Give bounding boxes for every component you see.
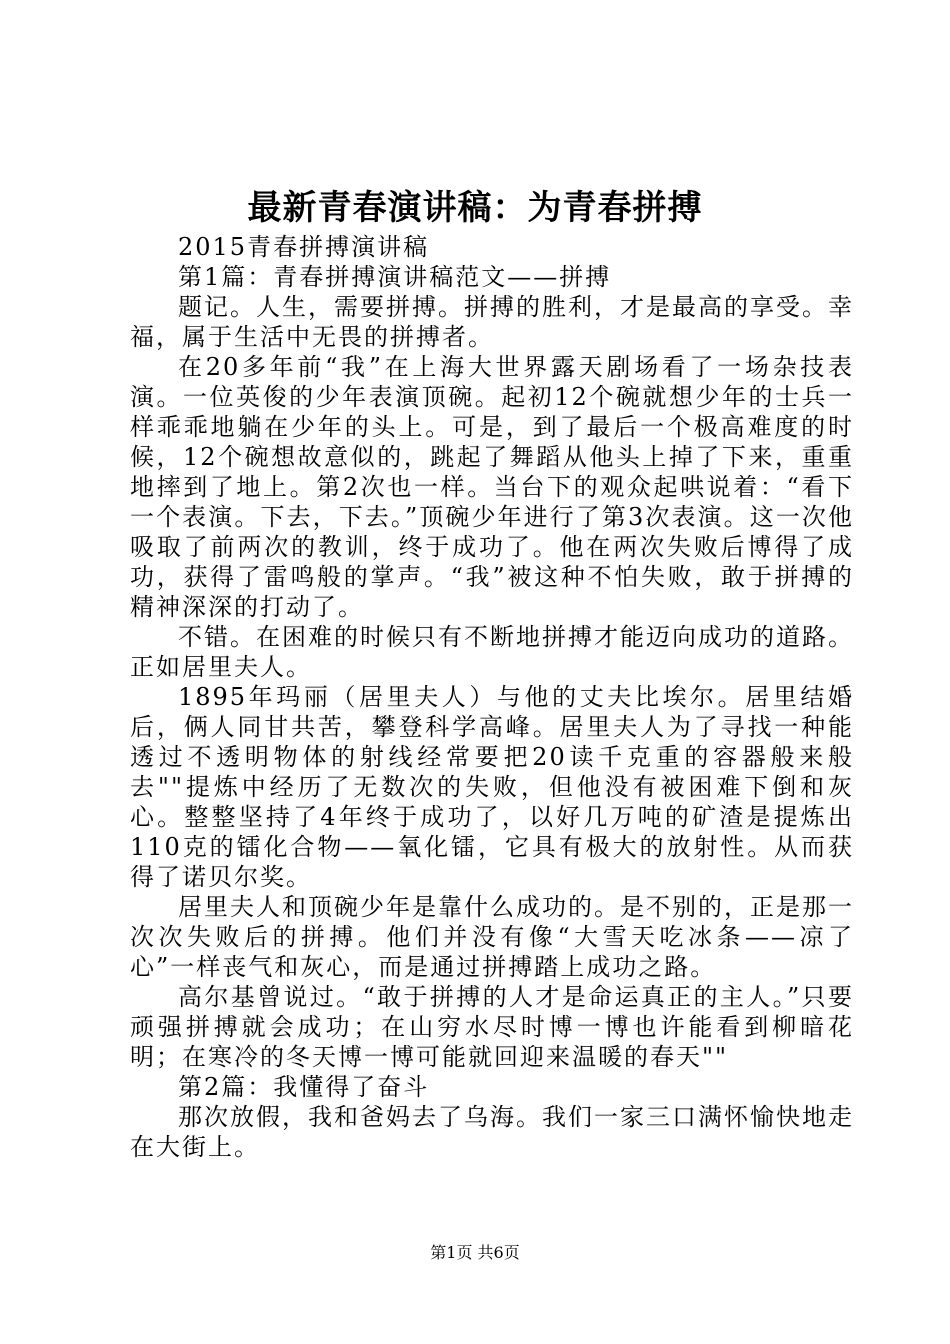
paragraph-section-1-heading: 第1篇：青春拼搏演讲稿范文——拼搏 xyxy=(178,263,612,291)
page-number-footer: 第1页 共6页 xyxy=(430,1243,520,1262)
document-title: 最新青春演讲稿：为青春拼搏 xyxy=(247,188,703,228)
paragraph-acrobat-story: 在20多年前“我”在上海大世界露天剧场看了一场杂技表演。一位英俊的少年表演顶碗。起初12个碗就想少年的士兵一样乖乖地躺在少年的头上。可是，到了最后一个极高难度的时候，12个碗想故意似的，跳起了舞蹈从他头上掉了下来，重重地摔到了地上。第2次也一样。当台下的观众起哄说着：“看下一个表演。下去，下去。”顶碗少年进行了第3次表演。这一次他吸取了前两次的教训，终于成功了。他在两次失败后博得了成功，获得了雷鸣般的掌声。“我”被这种不怕失败，敢于拼搏的精神深深的打动了。 xyxy=(130,353,854,621)
paragraph-subtitle: 2015青春拼搏演讲稿 xyxy=(178,233,430,261)
paragraph-reflection: 居里夫人和顶碗少年是靠什么成功的。是不别的，正是那一次次失败后的拼搏。他们并没有像“大雪天吃冰条——凉了心”一样丧气和灰心，而是通过拼搏踏上成功之路。 xyxy=(130,893,854,981)
document-body xyxy=(130,232,854,1162)
paragraph-wuhai-trip: 那次放假，我和爸妈去了乌海。我们一家三口满怀愉快地走在大街上。 xyxy=(130,1103,854,1161)
paragraph-gorky-quote: 高尔基曾说过。“敢于拼搏的人才是命运真正的主人。”只要顽强拼搏就会成功；在山穷水尽时博一博也许能看到柳暗花明；在寒冷的冬天博一博可能就回迎来温暖的春天"" xyxy=(130,983,854,1071)
paragraph-curie-story: 1895年玛丽（居里夫人）与他的丈夫比埃尔。居里结婚后，俩人同甘共苦，攀登科学高峰。居里夫人为了寻找一种能透过不透明物体的射线经常要把20读千克重的容器般来般去""提炼中经历了无数次的失败，但他没有被困难下倒和灰心。整整坚持了4年终于成功了，以好几万吨的矿渣是提炼出110克的镭化合物——氧化镭，它具有极大的放射性。从而获得了诺贝尔奖。 xyxy=(130,683,854,891)
paragraph-transition: 不错。在困难的时候只有不断地拼搏才能迈向成功的道路。正如居里夫人。 xyxy=(130,623,854,681)
paragraph-section-2-heading: 第2篇：我懂得了奋斗 xyxy=(178,1073,430,1101)
paragraph-epigraph: 题记。人生，需要拼搏。拼搏的胜利，才是最高的享受。幸福，属于生活中无畏的拼搏者。 xyxy=(130,293,854,351)
